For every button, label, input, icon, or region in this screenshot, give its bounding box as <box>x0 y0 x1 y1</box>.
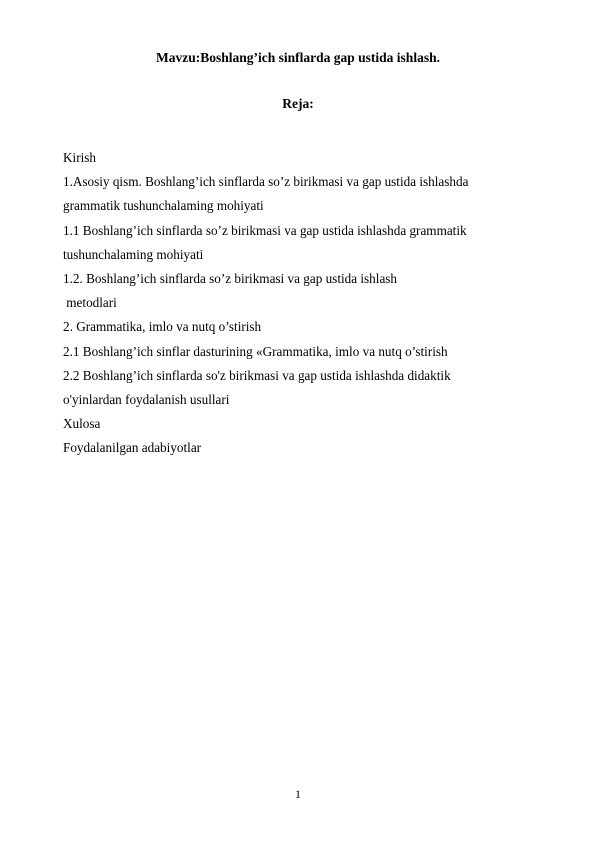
plan-line: grammatik tushunchalaming mohiyati <box>63 198 264 214</box>
plan-line: o'yinlardan foydalanish usullari <box>63 392 230 408</box>
page-number: 1 <box>295 787 301 801</box>
plan-line: 1.1 Boshlang’ich sinflarda so’z birikmasi va gap ustida ishlashda grammatik <box>63 222 467 238</box>
plan-line: tushunchalaming mohiyati <box>63 246 204 262</box>
plan-list <box>63 146 533 461</box>
plan-line: 2. Grammatika, imlo va nutq o’stirish <box>63 319 262 335</box>
plan-line: 2.2 Boshlang’ich sinflarda so'z birikmasi va gap ustida ishlashda didaktik <box>63 367 451 383</box>
plan-line: Kirish <box>63 150 96 165</box>
plan-line: Foydalanilgan adabiyotlar <box>63 440 202 456</box>
document-title: Mavzu:Boshlang’ich sinflarda gap ustida ishlash. <box>156 50 440 65</box>
plan-line: metodlari <box>63 295 117 311</box>
plan-heading-text: Reja: <box>282 96 314 111</box>
plan-line: Xulosa <box>63 416 101 432</box>
plan-line: 2.1 Boshlang’ich sinflar dasturining «Grammatika, imlo va nutq o’stirish <box>63 343 448 359</box>
plan-line: 1.Asosiy qism. Boshlang’ich sinflarda so’z birikmasi va gap ustida ishlashda <box>63 174 469 190</box>
plan-heading <box>0 94 596 114</box>
plan-line: 1.2. Boshlang’ich sinflarda so’z birikmasi va gap ustida ishlash <box>63 271 398 287</box>
